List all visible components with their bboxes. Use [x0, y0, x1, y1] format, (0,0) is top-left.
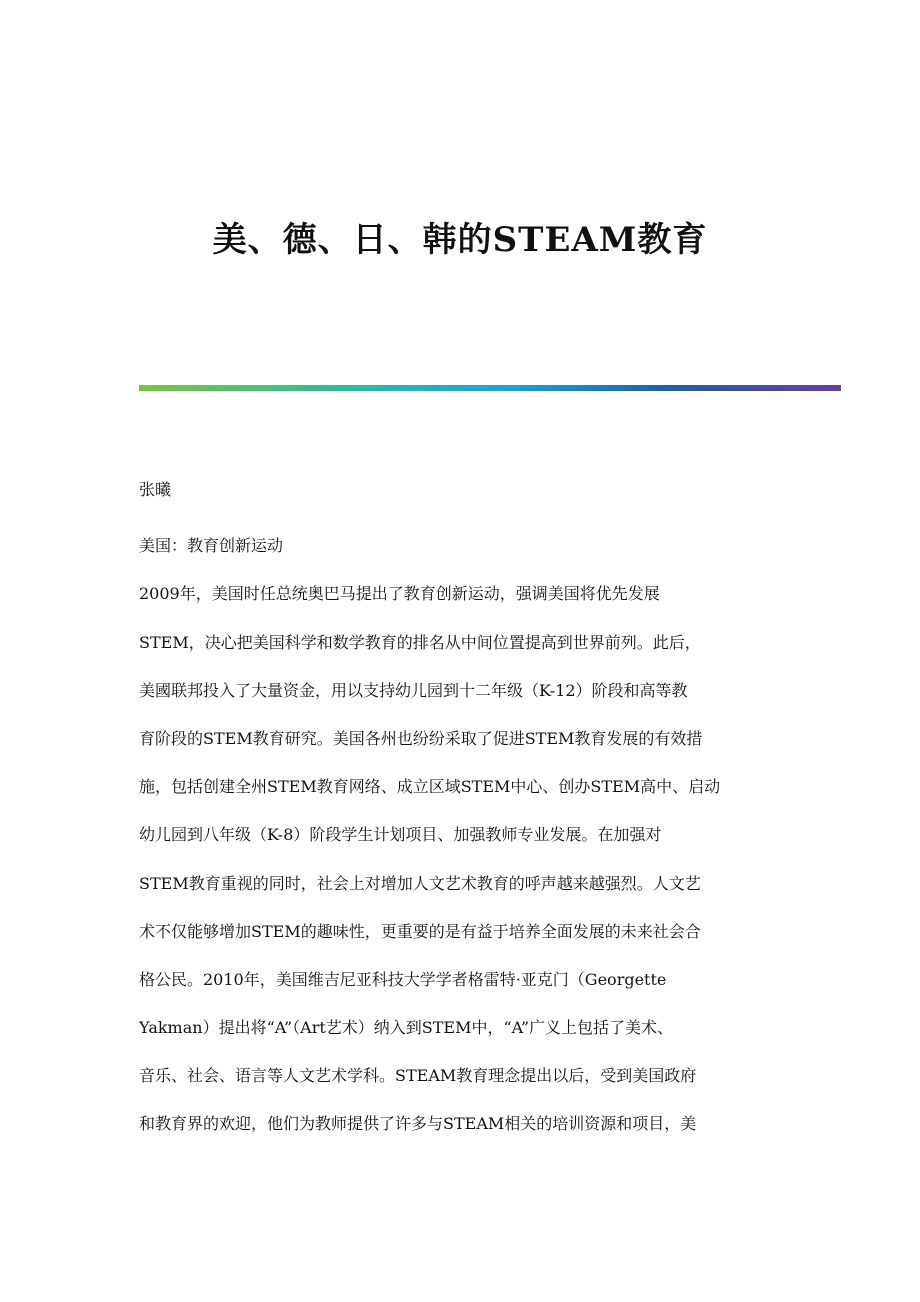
- paragraph-line: 幼儿园到八年级（K-8）阶段学生计划项目、加强教师专业发展。在加强对: [139, 825, 662, 845]
- document-body: [139, 466, 779, 1149]
- title-divider: [139, 385, 841, 391]
- paragraph-line: 施，包括创建全州STEM教育网络、成立区域STEM中心、创办STEM高中、启动: [139, 777, 721, 797]
- page-title: 美、德、日、韩的STEAM教育: [212, 220, 708, 260]
- paragraph-line: Yakman）提出将“A”（Art艺术）纳入到STEM中，“A”广义上包括了美术、: [139, 1018, 674, 1038]
- paragraph-line: 术不仅能够增加STEM的趣味性，更重要的是有益于培养全面发展的未来社会合: [139, 921, 701, 941]
- paragraph-line: 2009年，美国时任总统奥巴马提出了教育创新运动，强调美国将优先发展: [139, 584, 660, 604]
- paragraph-line: STEM，决心把美国科学和数学教育的排名从中间位置提高到世界前列。此后，: [139, 632, 701, 652]
- section-heading: 美国：教育创新运动: [139, 536, 284, 556]
- author-name: 张曦: [139, 480, 172, 499]
- paragraph-line: 和教育界的欢迎，他们为教师提供了许多与STEAM相关的培训资源和项目，美: [139, 1114, 697, 1134]
- paragraph-line: 音乐、社会、语言等人文艺术学科。STEAM教育理念提出以后，受到美国政府: [139, 1066, 697, 1086]
- paragraph-line: 格公民。2010年，美国维吉尼亚科技大学学者格雷特·亚克门（Georgette: [139, 969, 667, 989]
- paragraph-line: STEM教育重视的同时，社会上对增加人文艺术教育的呼声越来越强烈。人文艺: [139, 873, 701, 893]
- paragraph: [139, 570, 779, 1148]
- paragraph-line: 美國联邦投入了大量资金，用以支持幼儿园到十二年级（K-12）阶段和高等教: [139, 680, 688, 700]
- paragraph-line: 育阶段的STEM教育研究。美国各州也纷纷采取了促进STEM教育发展的有效措: [139, 728, 703, 748]
